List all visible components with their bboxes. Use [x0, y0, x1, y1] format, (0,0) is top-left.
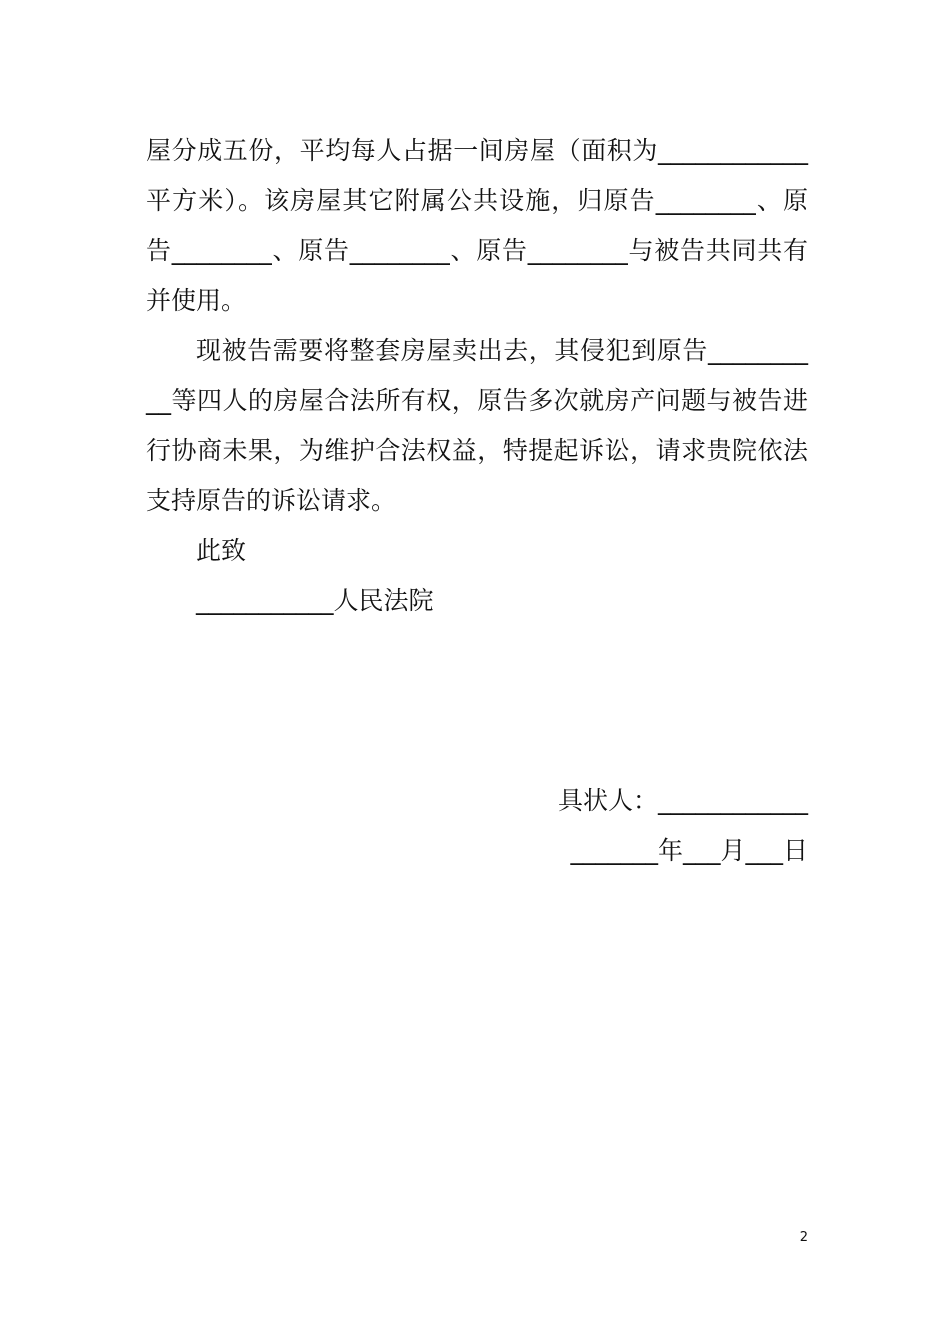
- paragraph-2-line-1: 现被告需要将整套房屋卖出去，其侵犯到原告________: [196, 336, 808, 365]
- paragraph-1-line-3: 告________、原告________、原告________与被告共同共有: [146, 236, 808, 265]
- paragraph-2-line-2: __等四人的房屋合法所有权，原告多次就房产问题与被告进: [146, 386, 808, 415]
- paragraph-2-line-3: 行协商未果，为维护合法权益，特提起诉讼，请求贵院依法: [146, 436, 808, 465]
- paragraph-2-line-4: 支持原告的诉讼请求。: [146, 486, 397, 515]
- paragraph-1-line-1: 屋分成五份，平均每人占据一间房屋（面积为____________: [146, 136, 808, 165]
- paragraph-1-line-4: 并使用。: [146, 286, 247, 315]
- court-name: ___________人民法院: [196, 586, 434, 615]
- page-number: 2: [799, 1230, 808, 1245]
- signature-line: 具状人：____________: [557, 786, 808, 815]
- paragraph-1-line-2: 平方米）。该房屋其它附属公共设施，归原告________、原: [146, 186, 808, 215]
- date-line: _______年___月___日: [570, 836, 808, 865]
- salutation: 此致: [196, 536, 247, 565]
